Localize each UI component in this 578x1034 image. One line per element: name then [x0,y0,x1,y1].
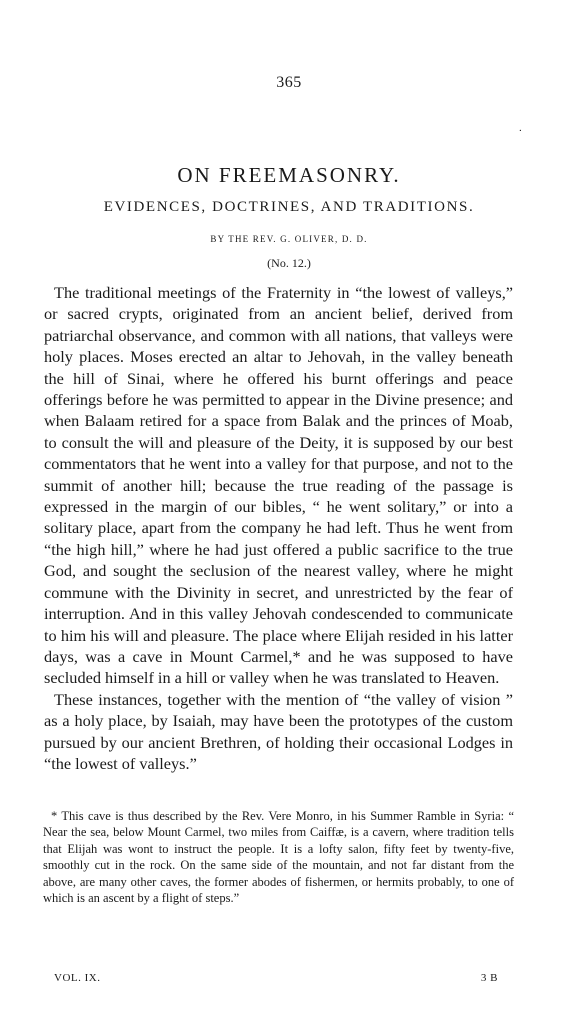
stray-mark: . [519,122,522,134]
article-subtitle: EVIDENCES, DOCTRINES, AND TRADITIONS. [103,199,475,215]
volume-label: VOL. IX. [54,972,101,984]
article-byline: BY THE REV. G. OLIVER, D. D. [210,234,368,244]
footnote [43,808,514,906]
article-body [44,282,513,774]
footnote-text: * This cave is thus described by the Rev. Vere Monro, in his Summer Ramble in Syria: “ Near the sea, below Mount Carmel, two miles from Caiffæ, is a cavern, where tradition tells that Elijah was wont to instruct the people. It is a lofty salon, fifty feet by twenty-five, smoothly cut in the rock. On the same side of the mountain, and not far distant from the above, are many other caves, the former abodes of fishermen, or hermits probably, to one of which is an ascent by a flight of steps.” [43,809,514,906]
body-paragraph: The traditional meetings of the Fraternity in “the lowest of valleys,” or sacred crypts, originated from an ancient belief, derived from patriarchal observance, and common with all nations, that valleys were holy places. Moses erected an altar to Jehovah, in the valley beneath the hill of Sinai, where he offered his burnt offerings and peace offerings before he was permitted to appear in the Divine presence; and when Balaam retired for a space from Balak and the princes of Moab, to consult the will and pleasure of the Deity, it is supposed by our best commentators that he went into a valley for that purpose, and not to the summit of another hill; because the true reading of the passage is expressed in the margin of our bibles, “ he went solitary,” or into a solitary place, apart from the company he had left. Thus he went from “the high hill,” where he had just offered a public sacrifice to the true God, and sought the seclusion of the nearest valley, where he might commune with the Divinity in secret, and unrestricted by the fear of interruption. And in this valley Jehovah condescended to communicate to him his will and pleasure. The place where Elijah resided in his latter days, was a cave in Mount Carmel,* and he was supposed to have secluded himself in a hill or valley when he was translated to Heaven. [44,283,513,688]
signature-mark: 3 B [480,972,498,984]
page-number: 365 [276,74,302,91]
article-title: ON FREEMASONRY. [177,163,401,187]
article-number: (No. 12.) [267,256,311,270]
page-footer [54,972,498,984]
body-paragraph: These instances, together with the mention of “the valley of vision ” as a holy place, by Isaiah, may have been the prototypes of the custom pursued by our ancient Brethren, of holding their occasional Lodges in “the lowest of valleys.” [44,689,513,773]
